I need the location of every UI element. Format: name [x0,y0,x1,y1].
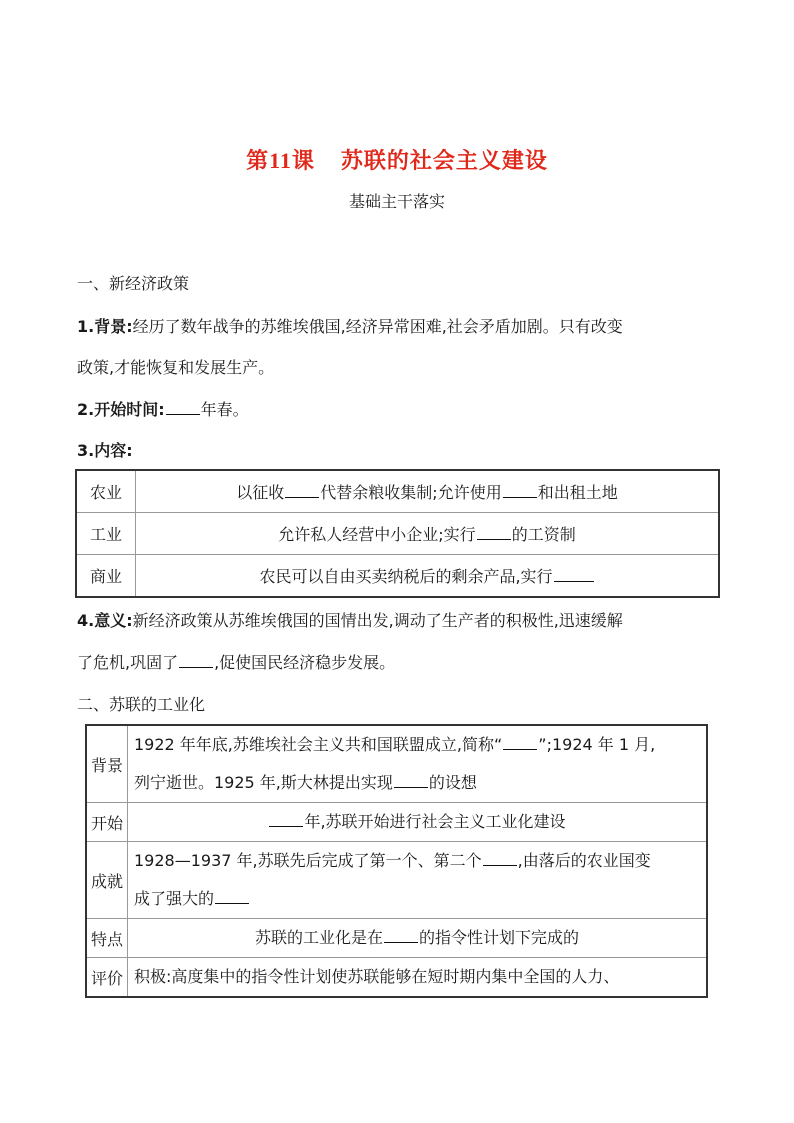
table-row [76,470,719,513]
row-value-achievement [128,842,708,919]
section2-heading: 二、苏联的工业化 [77,695,206,714]
cell-text: 农民可以自由买卖纳税后的剩余产品,实行 [259,567,553,586]
meaning-text-2b: ,促使国民经济稳步发展。 [214,653,396,672]
blank-five-year-plan[interactable] [483,850,517,866]
background-text-1: 经历了数年战争的苏维埃俄国,经济异常困难,社会矛盾加剧。只有改变 [132,317,623,336]
table-row [76,513,719,555]
industrialization-table [85,724,708,998]
page-title [0,144,794,175]
title-text: 苏联的社会主义建设 [340,149,548,174]
blank-centralized[interactable] [384,927,418,943]
row-value-agriculture [136,470,720,513]
table-row [86,725,707,803]
cell-text: 的指令性计划下完成的 [419,928,580,947]
row-value-industry [136,513,720,555]
table-row [86,958,707,998]
table-row [76,555,719,598]
row-value-start [128,803,708,842]
blank-hire[interactable] [503,482,537,498]
bg-text: 的设想 [428,773,477,792]
title-mid: 课 [291,149,315,174]
blank-industrialization[interactable] [394,772,428,788]
row-key-achievement: 成就 [86,842,128,919]
cell-text: 年,苏联开始进行社会主义工业化建设 [304,812,566,831]
blank-industrial-nation[interactable] [215,888,249,904]
table-row [86,842,707,919]
achievement-line [134,880,700,918]
meaning-line-2 [77,652,395,674]
cell-text: 代替余粮收集制;允许使用 [320,483,502,502]
cell-text: 1928—1937 年,苏联先后完成了第一个、第二个 [134,851,482,870]
nep-content-table [75,469,720,598]
start-time-suffix: 年春。 [200,400,249,419]
bg-text: 列宁逝世。1925 年,斯大林提出实现 [134,773,393,792]
start-time-line [77,399,249,421]
table-row [86,919,707,958]
row-value-commerce [136,555,720,598]
blank-start-year[interactable] [166,399,200,415]
cell-text: 苏联的工业化是在 [254,928,383,947]
blank-ussr[interactable] [503,734,537,750]
background-line-2: 政策,才能恢复和发展生产。 [77,358,275,377]
cell-text: 和出租土地 [537,483,618,502]
blank-wage[interactable] [477,524,511,540]
background-line [134,764,700,802]
row-key-agriculture: 农业 [76,470,136,513]
row-value-feature [128,919,708,958]
row-value-evaluation: 积极:高度集中的指令性计划使苏联能够在短时期内集中全国的人力、 [128,958,708,998]
background-line [134,726,700,764]
content-label: 3.内容: [77,441,133,460]
section1-heading: 一、新经济政策 [77,274,190,293]
lesson-number: 11 [269,148,292,173]
row-key-industry: 工业 [76,513,136,555]
blank-trade[interactable] [554,566,594,582]
cell-text: ,由落后的农业国变 [517,851,651,870]
hidden-text: 1922 年年底,苏维埃社会主义共和国联盟成立,简称“ [134,735,503,754]
meaning-text-1: 新经济政策从苏维埃俄国的国情出发,调动了生产者的积极性,迅速缓解 [132,611,623,630]
meaning-text-2a: 了危机,巩固了 [77,653,179,672]
start-time-label: 2.开始时间: [77,400,165,419]
background-label: 1.背景: [77,317,133,336]
blank-tax[interactable] [285,482,319,498]
title-prefix: 第 [246,149,270,174]
row-key-evaluation: 评价 [86,958,128,998]
row-key-background: 背景 [86,725,128,803]
background-line-1 [77,316,623,338]
cell-text: 以征收 [236,483,285,502]
meaning-line-1 [77,610,623,632]
blank-regime[interactable] [179,652,213,668]
achievement-line [134,842,700,880]
row-value-background [128,725,708,803]
cell-text: 的工资制 [511,525,576,544]
blank-start-year-2[interactable] [269,811,303,827]
bg-text: ”;1924 年 1 月, [538,735,656,754]
cell-text: 成了强大的 [134,889,215,908]
cell-text: 允许私人经营中小企业;实行 [278,525,476,544]
row-key-feature: 特点 [86,919,128,958]
meaning-label: 4.意义: [77,611,133,630]
page-subtitle: 基础主干落实 [348,192,445,211]
row-key-start: 开始 [86,803,128,842]
table-row [86,803,707,842]
row-key-commerce: 商业 [76,555,136,598]
